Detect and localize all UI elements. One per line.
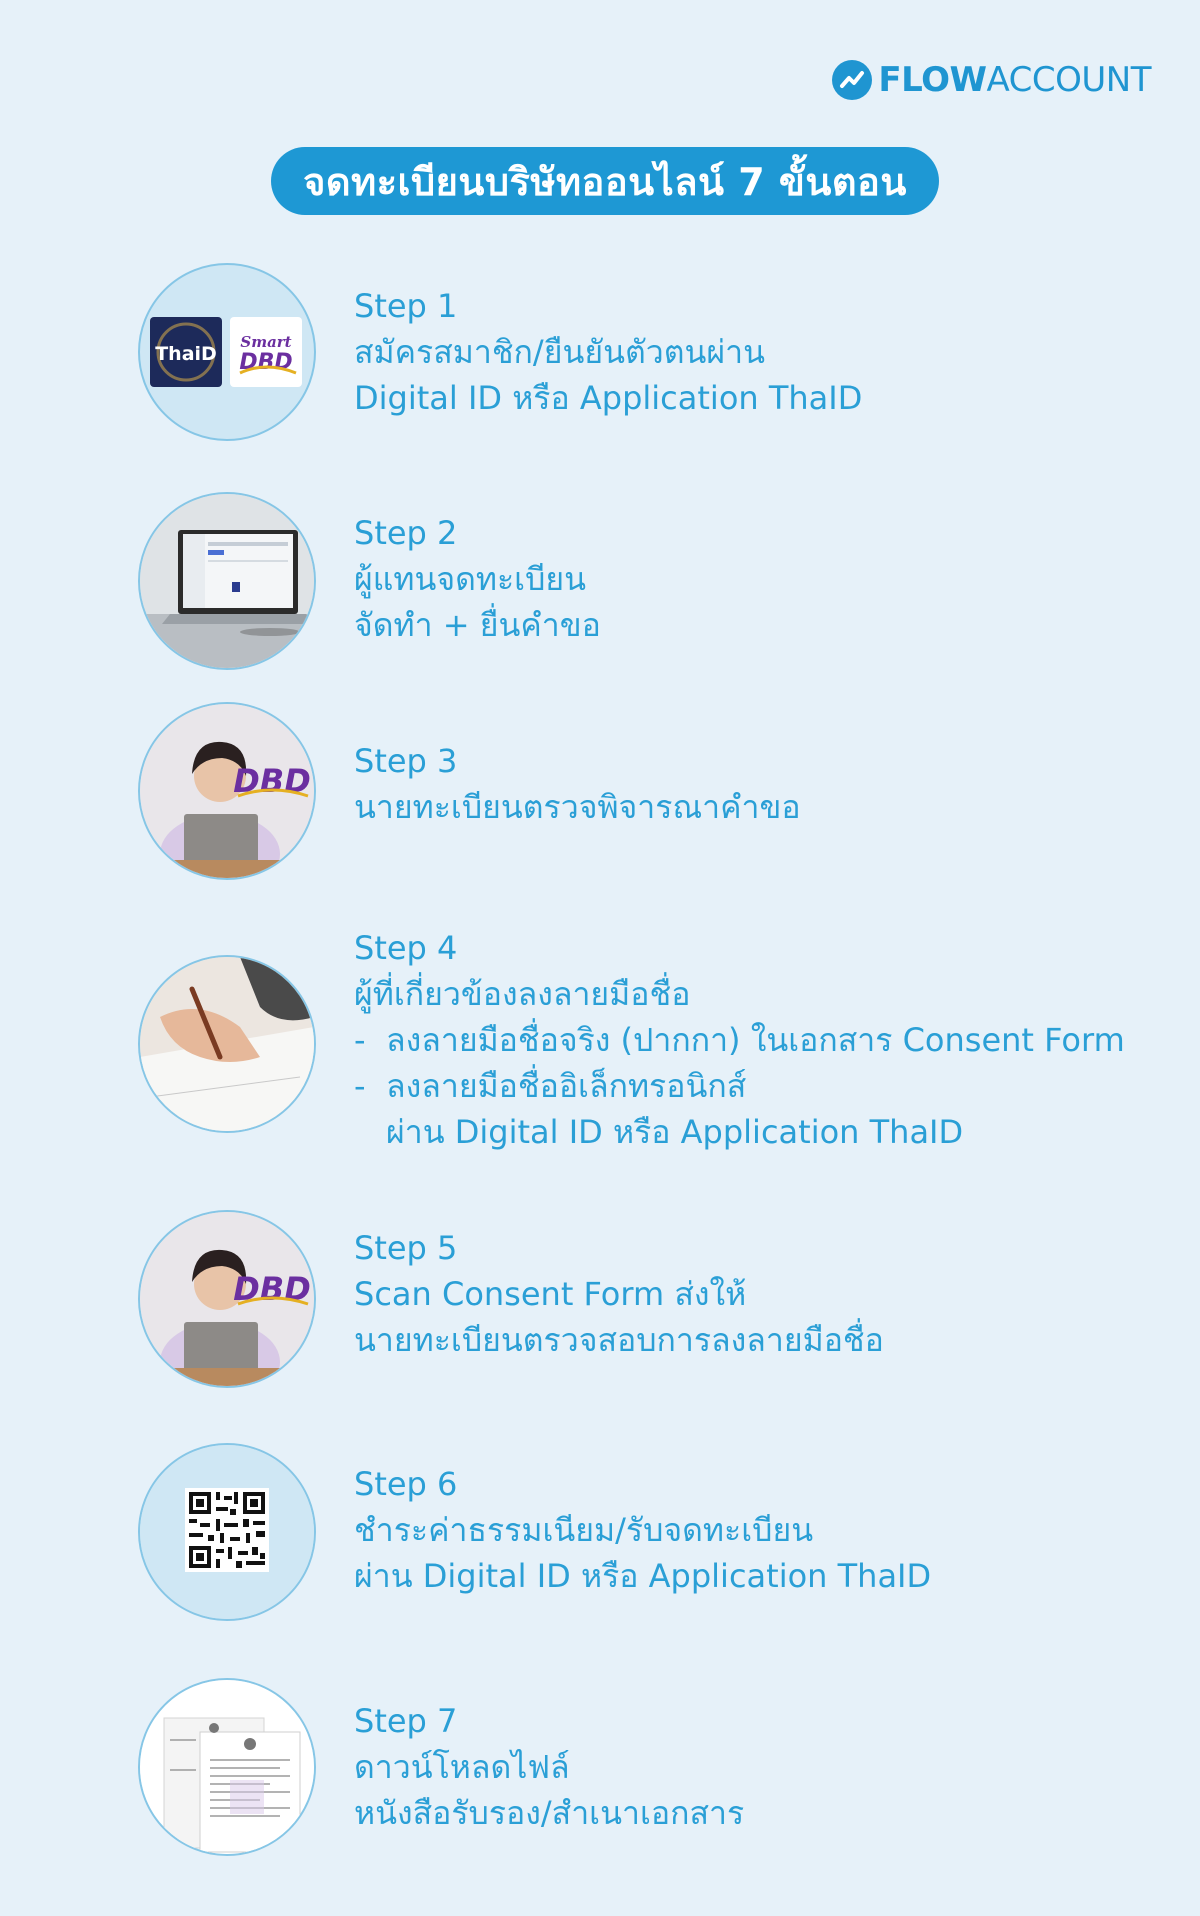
step-label: Step 5: [354, 1229, 458, 1267]
dbd-officer-icon: [138, 1210, 316, 1388]
step-6-text: [354, 1461, 931, 1599]
bullet-dash: -: [354, 1021, 366, 1059]
thaid-logo-text: ThaiD: [155, 343, 217, 365]
qr-code-icon: [138, 1443, 316, 1621]
smart-logo-text: Smart: [240, 333, 292, 351]
step-4-text: [354, 925, 1125, 1155]
flowaccount-logo: [832, 60, 1151, 100]
bullet-continuation: ผ่าน Digital ID หรือ Application ThaID: [386, 1113, 964, 1151]
step-2-text: [354, 510, 601, 648]
step-label: Step 6: [354, 1465, 458, 1503]
laptop-icon: [138, 492, 316, 670]
dbd-officer-icon: [138, 702, 316, 880]
dbd-logo-text: DBD: [233, 1270, 311, 1308]
step-line: ผ่าน Digital ID หรือ Application ThaID: [354, 1557, 932, 1595]
dbd-logo-text: DBD: [233, 762, 311, 800]
page-title: จดทะเบียนบริษัทออนไลน์ 7 ขั้นตอน: [271, 147, 939, 215]
step-line: ดาวน์โหลดไฟล์: [354, 1748, 570, 1786]
step-5-text: [354, 1225, 884, 1363]
step-line: Digital ID หรือ Application ThaID: [354, 379, 863, 417]
chart-trend-icon: [832, 60, 872, 100]
step-line: ชำระค่าธรรมเนียม/รับจดทะเบียน: [354, 1511, 814, 1549]
step-label: Step 1: [354, 287, 458, 325]
step-label: Step 2: [354, 514, 458, 552]
step-3-text: [354, 738, 801, 830]
step-line: นายทะเบียนตรวจสอบการลงลายมือชื่อ: [354, 1321, 884, 1359]
step-line: จัดทำ + ยื่นคำขอ: [354, 606, 601, 644]
thaid-smartdbd-logos-icon: [138, 263, 316, 441]
step-1-text: [354, 283, 862, 421]
step-line: ผู้ที่เกี่ยวข้องลงลายมือชื่อ: [354, 975, 691, 1013]
bullet-dash: -: [354, 1067, 366, 1105]
step-line: ผู้แทนจดทะเบียน: [354, 560, 587, 598]
step-label: Step 7: [354, 1702, 458, 1740]
signing-hand-icon: [138, 955, 316, 1133]
step-line: หนังสือรับรอง/สำเนาเอกสาร: [354, 1794, 745, 1832]
step-line: สมัครสมาชิก/ยืนยันตัวตนผ่าน: [354, 333, 765, 371]
step-label: Step 4: [354, 929, 458, 967]
step-7-text: [354, 1698, 744, 1836]
step-line: นายทะเบียนตรวจพิจารณาคำขอ: [354, 788, 801, 826]
bullet-item: - ลงลายมือชื่ออิเล็กทรอนิกส์: [354, 1063, 1125, 1109]
bullet-item: - ลงลายมือชื่อจริง (ปากกา) ในเอกสาร Consent Form: [354, 1017, 1125, 1063]
step-line: Scan Consent Form ส่งให้: [354, 1275, 747, 1313]
documents-icon: [138, 1678, 316, 1856]
step-label: Step 3: [354, 742, 458, 780]
dbd-logo-text: DBD: [239, 350, 293, 375]
brand-name: FLOWACCOUNT: [878, 60, 1151, 100]
